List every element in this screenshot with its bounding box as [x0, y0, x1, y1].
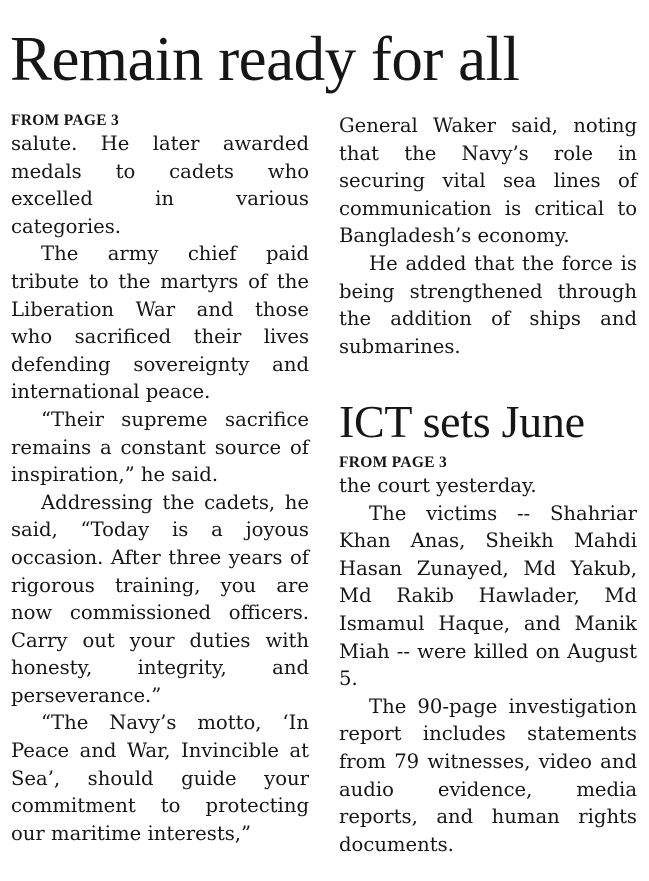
paragraph: He added that the force is being strengthened through the addition of ships and submarines.: [339, 251, 637, 358]
continuation-kicker: FROM PAGE 3: [339, 454, 448, 471]
paragraph: The victims -- Shahriar Khan Anas, Sheikh Mahdi Hasan Zunayed, Md Yakub, Md Rakib Hawlader, Md Ismamul Haque, and Manik Miah -- were killed on August 5.: [339, 501, 637, 691]
article-headline: Remain ready for all: [10, 24, 520, 94]
second-article-headline: ICT sets June: [339, 396, 585, 447]
paragraph: General Waker said, noting that the Navy’s role in securing vital sea lines of communication is critical to Bangladesh’s economy.: [339, 114, 637, 248]
paragraph: “The Navy’s motto, ‘In Peace and War, Invincible at Sea’, should guide your commitment to protecting our maritime interests,”: [11, 711, 309, 845]
article-column-right: [339, 112, 637, 360]
paragraph: The 90-page investigation report includes statements from 79 witnesses, video and audio evidence, media reports, and human rights documents.: [339, 694, 637, 856]
paragraph: Addressing the cadets, he said, “Today is a joyous occasion. After three years of rigorous training, you are now commissioned officers. Carry out your duties with honesty, integrity, and perseverance.”: [11, 490, 309, 707]
paragraph: The army chief paid tribute to the martyrs of the Liberation War and those who sacrificed their lives defending sovereignty and international peace.: [11, 242, 309, 404]
continuation-kicker: FROM PAGE 3: [11, 112, 120, 129]
paragraph: “Their supreme sacrifice remains a constant source of inspiration,” he said.: [11, 407, 309, 487]
paragraph: the court yesterday.: [339, 474, 537, 497]
paragraph: salute. He later awarded medals to cadets who excelled in various categories.: [11, 132, 309, 238]
second-article: [339, 394, 637, 858]
article-column-left: [11, 112, 309, 847]
